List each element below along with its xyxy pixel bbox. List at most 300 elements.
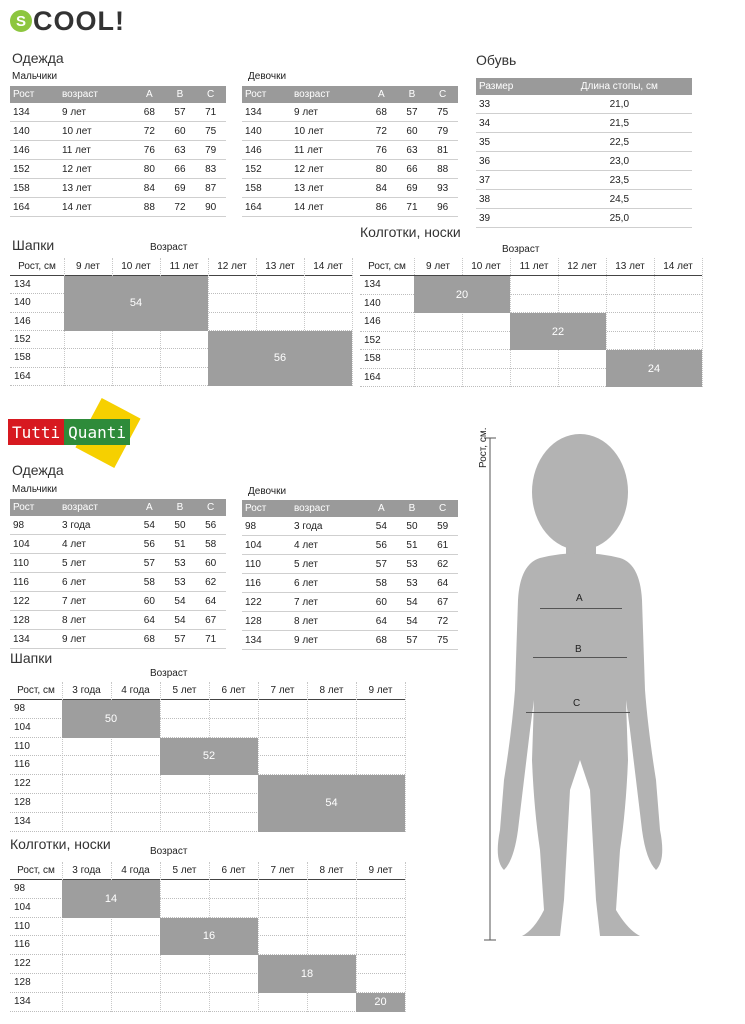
grid-height-label: 152 — [364, 334, 381, 346]
table-cell: 9 лет — [59, 630, 134, 649]
grid-height-label: 104 — [14, 721, 31, 733]
table-cell: 51 — [165, 535, 196, 554]
grid-height-label: 122 — [14, 958, 31, 970]
table-cell: 134 — [10, 630, 59, 649]
table-row — [10, 198, 226, 217]
grid-height-label: 134 — [14, 995, 31, 1007]
table-cell: 164 — [10, 198, 59, 217]
grid-size-block: 22 — [510, 313, 606, 350]
table-cell: 67 — [427, 593, 458, 612]
table-cell: 35 — [476, 133, 547, 152]
tutti-hats-age-label: Возраст — [150, 668, 188, 679]
grid-height-label: 98 — [14, 883, 26, 894]
table-cell: 116 — [10, 573, 59, 592]
table-cell: 66 — [165, 160, 196, 179]
table-cell: 34 — [476, 114, 547, 133]
table-cell: 80 — [134, 160, 165, 179]
table-cell: 12 лет — [291, 160, 366, 179]
table-cell: 54 — [397, 593, 428, 612]
table-cell: 104 — [242, 536, 291, 555]
table-cell: 60 — [134, 592, 165, 611]
table-cell: 12 лет — [59, 160, 134, 179]
grid-age-header: 14 лет — [663, 261, 693, 272]
table-row — [242, 593, 458, 612]
table-cell: 4 лет — [291, 536, 366, 555]
table-row — [242, 198, 458, 217]
table-cell: 62 — [427, 555, 458, 574]
table-cell: 86 — [366, 198, 397, 217]
table-cell: 5 лет — [59, 554, 134, 573]
table-cell: 57 — [165, 103, 196, 122]
table-cell: 51 — [397, 536, 428, 555]
scool-girls-label: Девочки — [248, 71, 287, 82]
column-header: A — [366, 86, 397, 103]
table-cell: 22,5 — [547, 133, 692, 152]
grid-age-header: 14 лет — [313, 261, 343, 272]
grid-col-line — [405, 862, 406, 1012]
table-cell: 7 лет — [59, 592, 134, 611]
table-cell: 98 — [10, 516, 59, 535]
tutti-tights-title: Колготки, носки — [10, 836, 111, 852]
table-cell: 39 — [476, 209, 547, 228]
table-cell: 4 лет — [59, 535, 134, 554]
grid-age-header: 7 лет — [270, 685, 295, 696]
table-cell: 122 — [242, 593, 291, 612]
table-cell: 21,5 — [547, 114, 692, 133]
table-row — [242, 103, 458, 122]
grid-corner-label: Рост, см — [368, 261, 406, 272]
column-header: возраст — [59, 86, 134, 103]
table-row — [242, 141, 458, 160]
table-cell: 57 — [165, 630, 196, 649]
table-cell: 38 — [476, 190, 547, 209]
table-cell: 81 — [427, 141, 458, 160]
scool-hats-title: Шапки — [12, 237, 55, 253]
table-cell: 57 — [397, 103, 428, 122]
table-cell: 90 — [195, 198, 226, 217]
table-cell: 50 — [397, 517, 428, 536]
grid-age-header: 4 года — [121, 865, 150, 876]
column-header: Рост — [10, 499, 59, 516]
table-cell: 75 — [427, 103, 458, 122]
table-cell: 72 — [165, 198, 196, 217]
table-cell: 14 лет — [291, 198, 366, 217]
table-cell: 72 — [427, 612, 458, 631]
table-cell: 76 — [366, 141, 397, 160]
column-header: B — [165, 499, 196, 516]
grid-col-line — [405, 682, 406, 832]
table-cell: 6 лет — [291, 574, 366, 593]
grid-age-header: 7 лет — [270, 865, 295, 876]
table-cell: 57 — [397, 631, 428, 650]
table-row — [242, 631, 458, 650]
table-cell: 140 — [10, 122, 59, 141]
table-cell: 116 — [242, 574, 291, 593]
table-cell: 6 лет — [59, 573, 134, 592]
tutti-hats-title: Шапки — [10, 650, 53, 666]
table-cell: 3 года — [59, 516, 134, 535]
column-header: возраст — [291, 500, 366, 517]
table-cell: 63 — [397, 141, 428, 160]
measure-line-c — [526, 712, 630, 713]
table-row — [242, 555, 458, 574]
table-cell: 37 — [476, 171, 547, 190]
table-cell: 53 — [397, 574, 428, 593]
table-cell: 66 — [397, 160, 428, 179]
table-cell: 75 — [427, 631, 458, 650]
table-row — [10, 103, 226, 122]
grid-age-header: 4 года — [121, 685, 150, 696]
grid-height-label: 164 — [14, 370, 31, 382]
table-cell: 68 — [134, 103, 165, 122]
table-row — [10, 611, 226, 630]
grid-age-header: 10 лет — [121, 261, 151, 272]
grid-height-label: 134 — [364, 279, 381, 290]
table-cell: 60 — [397, 122, 428, 141]
table-cell: 54 — [134, 516, 165, 535]
table-row — [10, 630, 226, 649]
table-cell: 64 — [427, 574, 458, 593]
scool-clothes-title: Одежда — [12, 50, 64, 66]
table-cell: 134 — [10, 103, 59, 122]
table-cell: 53 — [165, 573, 196, 592]
table-cell: 54 — [397, 612, 428, 631]
table-cell: 158 — [10, 179, 59, 198]
table-cell: 146 — [10, 141, 59, 160]
table-cell: 69 — [165, 179, 196, 198]
grid-height-label: 158 — [14, 352, 31, 364]
table-row — [242, 179, 458, 198]
table-cell: 14 лет — [59, 198, 134, 217]
table-header-row — [242, 86, 458, 103]
table-cell: 152 — [10, 160, 59, 179]
table-cell: 54 — [366, 517, 397, 536]
grid-size-block: 16 — [160, 918, 258, 956]
tutti-logo-word2: Quanti — [64, 419, 130, 445]
grid-height-label: 140 — [364, 297, 381, 309]
grid-col-line — [352, 258, 353, 386]
table-cell: 84 — [366, 179, 397, 198]
grid-age-header: 9 лет — [426, 261, 450, 272]
tutti-quanti-logo — [8, 405, 178, 461]
table-row — [476, 190, 692, 209]
table-cell: 104 — [10, 535, 59, 554]
grid-age-header: 3 года — [72, 685, 101, 696]
grid-size-block: 54 — [64, 276, 208, 331]
grid-size-block: 54 — [258, 775, 405, 831]
table-cell: 61 — [427, 536, 458, 555]
table-row — [476, 114, 692, 133]
grid-age-header: 8 лет — [319, 685, 344, 696]
grid-age-header: 9 лет — [368, 865, 393, 876]
table-cell: 68 — [366, 631, 397, 650]
column-header: A — [134, 499, 165, 516]
table-cell: 93 — [427, 179, 458, 198]
scool-boys-label: Мальчики — [12, 71, 58, 82]
grid-height-label: 134 — [14, 279, 31, 290]
table-cell: 68 — [366, 103, 397, 122]
grid-size-block: 56 — [208, 331, 352, 386]
table-cell: 56 — [134, 535, 165, 554]
table-cell: 13 лет — [59, 179, 134, 198]
grid-age-header: 13 лет — [265, 261, 295, 272]
table-row — [242, 160, 458, 179]
grid-age-header: 9 лет — [76, 261, 100, 272]
table-cell: 128 — [242, 612, 291, 631]
grid-height-label: 146 — [14, 315, 31, 327]
column-header: C — [427, 500, 458, 517]
table-cell: 88 — [427, 160, 458, 179]
tutti-logo-word1: Tutti — [8, 419, 64, 445]
column-header: Рост — [242, 500, 291, 517]
table-cell: 75 — [195, 122, 226, 141]
table-cell: 7 лет — [291, 593, 366, 612]
table-cell: 64 — [366, 612, 397, 631]
table-cell: 72 — [366, 122, 397, 141]
table-row — [242, 517, 458, 536]
table-cell: 71 — [397, 198, 428, 217]
grid-age-header: 13 лет — [615, 261, 645, 272]
scool-tights-age-label: Возраст — [502, 244, 540, 255]
scool-logo-text: COOL! — [33, 6, 125, 36]
scool-shoes-table — [476, 78, 692, 228]
grid-row-line — [10, 1011, 405, 1012]
table-cell: 80 — [366, 160, 397, 179]
grid-height-label: 128 — [14, 977, 31, 988]
table-cell: 11 лет — [291, 141, 366, 160]
scool-boys-table — [10, 86, 226, 217]
measure-label-b: B — [575, 644, 582, 655]
table-header-row — [10, 86, 226, 103]
grid-age-header: 11 лет — [519, 261, 549, 272]
grid-age-header: 3 года — [72, 865, 101, 876]
table-row — [476, 171, 692, 190]
table-cell: 54 — [165, 611, 196, 630]
grid-height-label: 134 — [14, 815, 31, 827]
measure-label-a: A — [576, 593, 583, 604]
table-row — [10, 516, 226, 535]
table-cell: 71 — [195, 630, 226, 649]
grid-age-header: 12 лет — [567, 261, 597, 272]
tutti-boys-table — [10, 499, 226, 649]
table-cell: 56 — [195, 516, 226, 535]
table-row — [10, 160, 226, 179]
grid-size-block: 14 — [62, 880, 160, 918]
grid-height-label: 110 — [14, 740, 30, 752]
table-row — [10, 554, 226, 573]
scool-shoes-title: Обувь — [476, 52, 517, 68]
table-cell: 23,0 — [547, 152, 692, 171]
table-cell: 57 — [366, 555, 397, 574]
table-row — [10, 535, 226, 554]
table-cell: 128 — [10, 611, 59, 630]
table-row — [476, 95, 692, 114]
grid-corner-label: Рост, см — [17, 865, 55, 876]
grid-age-header: 10 лет — [471, 261, 501, 272]
table-cell: 71 — [195, 103, 226, 122]
grid-header-line — [360, 275, 702, 276]
table-cell: 140 — [242, 122, 291, 141]
grid-size-block: 24 — [606, 350, 702, 387]
table-cell: 23,5 — [547, 171, 692, 190]
table-cell: 84 — [134, 179, 165, 198]
measure-line-a — [540, 608, 622, 609]
table-row — [242, 612, 458, 631]
table-row — [10, 573, 226, 592]
grid-age-header: 9 лет — [368, 685, 393, 696]
table-cell: 164 — [242, 198, 291, 217]
grid-size-block: 20 — [414, 276, 510, 313]
table-row — [476, 209, 692, 228]
table-cell: 57 — [134, 554, 165, 573]
measure-line-b — [533, 657, 627, 658]
table-cell: 60 — [165, 122, 196, 141]
scool-logo-s: S — [10, 10, 32, 32]
table-cell: 146 — [242, 141, 291, 160]
table-row — [10, 592, 226, 611]
table-row — [242, 536, 458, 555]
table-cell: 9 лет — [291, 631, 366, 650]
table-cell: 8 лет — [59, 611, 134, 630]
grid-age-header: 6 лет — [221, 685, 246, 696]
measure-label-c: C — [573, 698, 581, 709]
grid-age-header: 11 лет — [169, 261, 199, 272]
table-cell: 11 лет — [59, 141, 134, 160]
column-header: Рост — [242, 86, 291, 103]
table-cell: 50 — [165, 516, 196, 535]
grid-age-header: 6 лет — [221, 865, 246, 876]
grid-height-label: 152 — [14, 333, 31, 345]
table-header-row — [476, 78, 692, 95]
column-header: Размер — [476, 78, 547, 95]
column-header: A — [134, 86, 165, 103]
grid-height-label: 110 — [14, 920, 30, 932]
grid-col-line — [702, 258, 703, 387]
grid-height-label: 98 — [14, 703, 26, 714]
table-cell: 58 — [134, 573, 165, 592]
table-cell: 122 — [10, 592, 59, 611]
table-cell: 24,5 — [547, 190, 692, 209]
scool-tights-title: Колготки, носки — [360, 224, 461, 240]
grid-row-line — [360, 294, 702, 295]
table-cell: 72 — [134, 122, 165, 141]
table-cell: 60 — [366, 593, 397, 612]
table-cell: 67 — [195, 611, 226, 630]
tutti-boys-label: Мальчики — [12, 484, 58, 495]
height-axis-label: Рост, см. — [478, 427, 489, 468]
scool-hats-age-label: Возраст — [150, 242, 188, 253]
grid-height-label: 104 — [14, 901, 31, 913]
grid-col-line — [356, 862, 357, 1012]
tutti-tights-age-label: Возраст — [150, 846, 188, 857]
table-cell: 21,0 — [547, 95, 692, 114]
grid-height-label: 116 — [14, 759, 30, 771]
grid-size-block: 20 — [356, 993, 405, 1012]
table-cell: 76 — [134, 141, 165, 160]
grid-height-label: 140 — [14, 297, 31, 309]
table-cell: 110 — [242, 555, 291, 574]
table-cell: 60 — [195, 554, 226, 573]
table-row — [476, 152, 692, 171]
table-cell: 53 — [397, 555, 428, 574]
table-cell: 64 — [134, 611, 165, 630]
grid-corner-label: Рост, см — [17, 685, 55, 696]
table-cell: 83 — [195, 160, 226, 179]
column-header: B — [165, 86, 196, 103]
table-cell: 9 лет — [59, 103, 134, 122]
table-cell: 69 — [397, 179, 428, 198]
column-header: C — [195, 86, 226, 103]
table-cell: 98 — [242, 517, 291, 536]
table-cell: 9 лет — [291, 103, 366, 122]
column-header: A — [366, 500, 397, 517]
column-header: C — [427, 86, 458, 103]
table-cell: 63 — [165, 141, 196, 160]
table-cell: 64 — [195, 592, 226, 611]
grid-height-label: 122 — [14, 778, 31, 790]
column-header: C — [195, 499, 226, 516]
table-header-row — [10, 499, 226, 516]
table-cell: 13 лет — [291, 179, 366, 198]
column-header: возраст — [291, 86, 366, 103]
table-row — [476, 133, 692, 152]
table-cell: 88 — [134, 198, 165, 217]
table-cell: 134 — [242, 631, 291, 650]
grid-corner-label: Рост, см — [18, 261, 56, 272]
grid-size-block: 50 — [62, 700, 160, 738]
table-cell: 54 — [165, 592, 196, 611]
table-cell: 25,0 — [547, 209, 692, 228]
grid-height-label: 128 — [14, 797, 31, 808]
tutti-girls-table — [242, 500, 458, 650]
table-row — [10, 141, 226, 160]
grid-age-header: 5 лет — [172, 865, 197, 876]
table-cell: 62 — [195, 573, 226, 592]
table-cell: 58 — [366, 574, 397, 593]
table-cell: 10 лет — [59, 122, 134, 141]
grid-size-block: 18 — [258, 955, 356, 993]
table-cell: 134 — [242, 103, 291, 122]
column-header: возраст — [59, 499, 134, 516]
column-header: B — [397, 500, 428, 517]
grid-size-block: 52 — [160, 738, 258, 776]
column-header: B — [397, 86, 428, 103]
grid-height-label: 158 — [364, 353, 381, 364]
table-cell: 96 — [427, 198, 458, 217]
table-cell: 33 — [476, 95, 547, 114]
table-cell: 56 — [366, 536, 397, 555]
table-cell: 59 — [427, 517, 458, 536]
grid-height-label: 146 — [364, 316, 381, 327]
table-header-row — [242, 500, 458, 517]
column-header: Длина стопы, см — [547, 78, 692, 95]
grid-height-label: 164 — [364, 371, 381, 383]
table-row — [10, 122, 226, 141]
table-cell: 36 — [476, 152, 547, 171]
table-cell: 158 — [242, 179, 291, 198]
table-cell: 68 — [134, 630, 165, 649]
table-cell: 79 — [427, 122, 458, 141]
table-cell: 10 лет — [291, 122, 366, 141]
grid-age-header: 8 лет — [319, 865, 344, 876]
grid-age-header: 5 лет — [172, 685, 197, 696]
table-cell: 110 — [10, 554, 59, 573]
table-row — [242, 574, 458, 593]
tutti-clothes-title: Одежда — [12, 462, 64, 478]
table-cell: 53 — [165, 554, 196, 573]
table-cell: 3 года — [291, 517, 366, 536]
table-cell: 87 — [195, 179, 226, 198]
